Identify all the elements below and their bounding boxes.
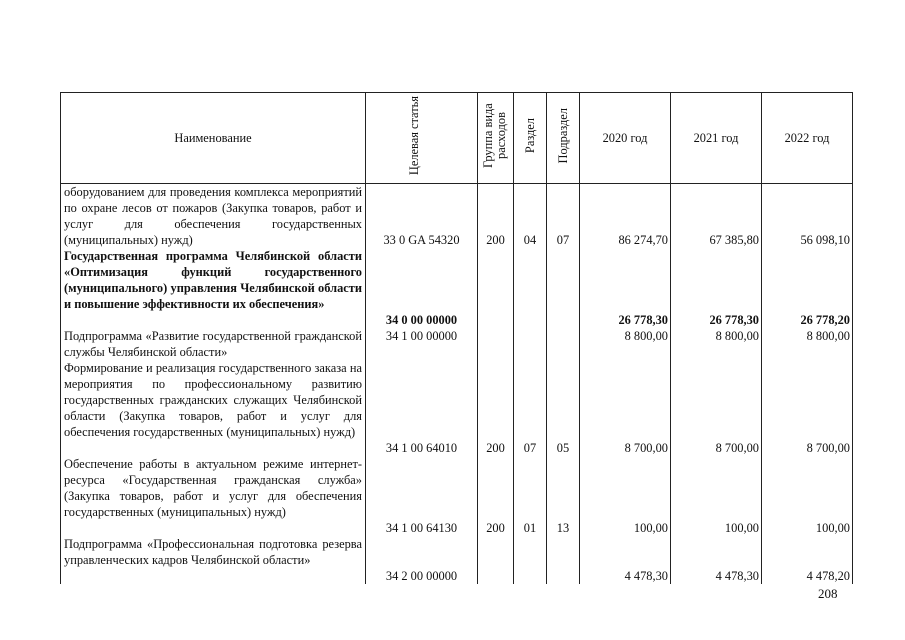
row-article: 34 0 00 00000: [366, 248, 478, 328]
row-name: Государственная программа Челябинской области «Оптимизация функций государственного (муниципального) управления Челябинской области и повышение эффективности их обеспечения»: [61, 248, 366, 328]
row-subsection: 13: [547, 456, 580, 536]
row-group: 200: [478, 360, 514, 456]
row-section: 04: [514, 184, 547, 249]
row-2022: 56 098,10: [762, 184, 853, 249]
table-header-row: [61, 93, 853, 184]
row-2020: 8 800,00: [580, 328, 671, 360]
row-group: 200: [478, 184, 514, 249]
row-group: [478, 248, 514, 328]
row-section: [514, 328, 547, 360]
header-section: Раздел: [514, 93, 547, 184]
header-expense-group: Группа вида расходов: [478, 93, 514, 184]
row-2022: 8 800,00: [762, 328, 853, 360]
row-name: Подпрограмма «Профессиональная подготовка резерва управленческих кадров Челябинской области»: [61, 536, 366, 584]
row-subsection: 05: [547, 360, 580, 456]
table-row: [61, 536, 853, 584]
row-name: Формирование и реализация государственного заказа на мероприятия по профессиональному развитию государственных гражданских служащих Челябинской области (Закупка товаров, работ и услуг для обеспечения государственных (муниципальных) нужд): [61, 360, 366, 456]
row-2022: 26 778,20: [762, 248, 853, 328]
row-2020: 100,00: [580, 456, 671, 536]
row-2021: 67 385,80: [671, 184, 762, 249]
table-row: [61, 360, 853, 456]
row-2020: 26 778,30: [580, 248, 671, 328]
header-2022: 2022 год: [762, 93, 853, 184]
row-2021: 8 800,00: [671, 328, 762, 360]
row-2020: 86 274,70: [580, 184, 671, 249]
page-number: 208: [818, 586, 838, 601]
header-2021: 2021 год: [671, 93, 762, 184]
row-2021: 100,00: [671, 456, 762, 536]
row-subsection: [547, 328, 580, 360]
header-target-article: Целевая статья: [366, 93, 478, 184]
budget-table: [60, 92, 853, 584]
row-group: [478, 536, 514, 584]
row-2022: 8 700,00: [762, 360, 853, 456]
row-article: 34 1 00 64130: [366, 456, 478, 536]
row-name: оборудованием для проведения комплекса мероприятий по охране лесов от пожаров (Закупка товаров, работ и услуг для обеспечения государственных (муниципальных) нужд): [61, 184, 366, 249]
header-2020: 2020 год: [580, 93, 671, 184]
row-2022: 100,00: [762, 456, 853, 536]
row-subsection: [547, 536, 580, 584]
row-section: [514, 248, 547, 328]
row-section: [514, 536, 547, 584]
row-name: Подпрограмма «Развитие государственной гражданской службы Челябинской области»: [61, 328, 366, 360]
table-row: [61, 184, 853, 249]
row-subsection: [547, 248, 580, 328]
header-subsection: Подраздел: [547, 93, 580, 184]
row-group: [478, 328, 514, 360]
row-section: 01: [514, 456, 547, 536]
row-article: 34 1 00 00000: [366, 328, 478, 360]
row-2020: 8 700,00: [580, 360, 671, 456]
header-name: Наименование: [61, 93, 366, 184]
row-section: 07: [514, 360, 547, 456]
table-row: [61, 248, 853, 328]
row-2022: 4 478,20: [762, 536, 853, 584]
row-group: 200: [478, 456, 514, 536]
row-article: 33 0 GA 54320: [366, 184, 478, 249]
row-2021: 8 700,00: [671, 360, 762, 456]
row-name: Обеспечение работы в актуальном режиме интернет-ресурса «Государственная гражданская служба» (Закупка товаров, работ и услуг для обеспечения государственных (муниципальных) нужд): [61, 456, 366, 536]
row-2021: 4 478,30: [671, 536, 762, 584]
row-2021: 26 778,30: [671, 248, 762, 328]
row-2020: 4 478,30: [580, 536, 671, 584]
row-subsection: 07: [547, 184, 580, 249]
table-row: [61, 328, 853, 360]
row-article: 34 2 00 00000: [366, 536, 478, 584]
row-article: 34 1 00 64010: [366, 360, 478, 456]
table-row: [61, 456, 853, 536]
